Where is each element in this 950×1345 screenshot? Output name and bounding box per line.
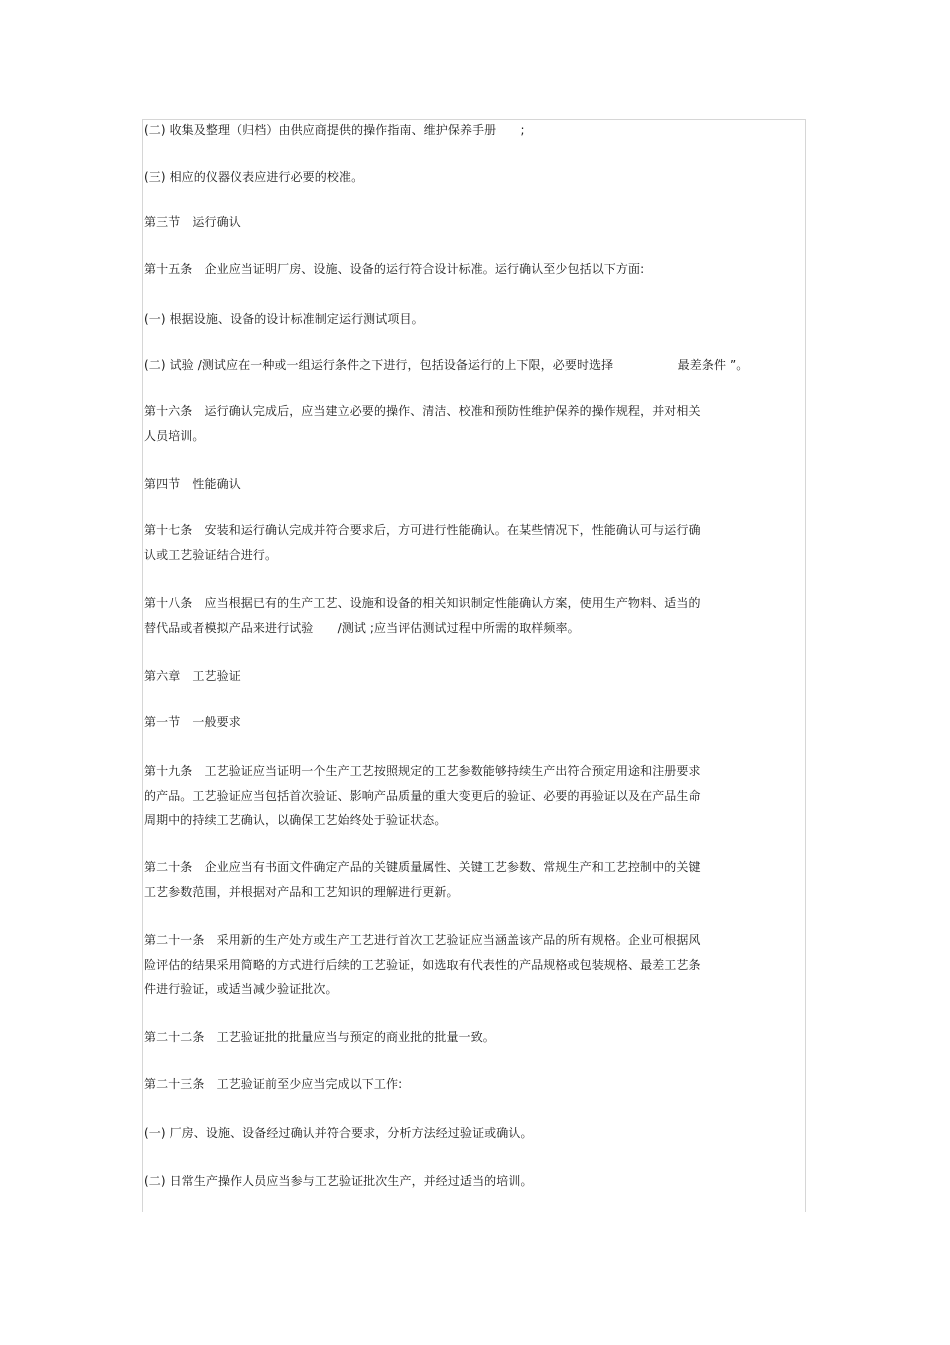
text-line: 认或工艺验证结合进行。 (144, 547, 278, 562)
text-line: (二) 试验 /测试应在一种或一组运行条件之下进行，包括设备运行的上下限，必要时选择 最差条件 ”。 (144, 358, 749, 372)
section-heading-performance-qualification (144, 472, 784, 497)
article-21 (144, 928, 784, 1002)
article-16 (144, 399, 784, 448)
text-line: 第四节 性能确认 (144, 477, 241, 491)
text-line: (二) 收集及整理（归档）由供应商提供的操作指南、维护保养手册 ; (144, 123, 525, 137)
paragraph-instrument-calibration (144, 165, 784, 190)
text-line: (二) 日常生产操作人员应当参与工艺验证批次生产，并经过适当的培训。 (144, 1174, 533, 1188)
text-line: 第二十三条 工艺验证前至少应当完成以下工作: (144, 1077, 403, 1091)
article-18 (144, 591, 784, 640)
paragraph-test-items (144, 307, 784, 332)
text-line: 第二十一条 采用新的生产处方或生产工艺进行首次工艺验证应当涵盖该产品的所有规格。企业可根据风 (144, 933, 701, 947)
text-line: 第三节 运行确认 (144, 215, 241, 229)
text-line: 工艺参数范围，并根据对产品和工艺知识的理解进行更新。 (144, 884, 459, 899)
article-19 (144, 759, 784, 833)
text-line: 第十五条 企业应当证明厂房、设施、设备的运行符合设计标准。运行确认至少包括以下方面: (144, 262, 645, 276)
text-line: 替代品或者模拟产品来进行试验 /测试 ;应当评估测试过程中所需的取样频率。 (144, 620, 580, 635)
text-line: 第十六条 运行确认完成后，应当建立必要的操作、清洁、校准和预防性维护保养的操作规程，并对相关 (144, 404, 701, 418)
article-23 (144, 1072, 784, 1097)
text-line: 件进行验证，或适当减少验证批次。 (144, 982, 338, 996)
paragraph-facility-qualified (144, 1121, 784, 1146)
text-line: 的产品。工艺验证应当包括首次验证、影响产品质量的重大变更后的验证、必要的再验证以及在产品生命 (144, 788, 701, 803)
text-line: 周期中的持续工艺确认，以确保工艺始终处于验证状态。 (144, 813, 447, 827)
paragraph-archive-manuals (144, 118, 784, 143)
text-line: 第六章 工艺验证 (144, 669, 241, 683)
text-line: 险评估的结果采用简略的方式进行后续的工艺验证，如选取有代表性的产品规格或包装规格、最差工艺条 (144, 957, 701, 972)
chapter-heading-process-validation (144, 664, 784, 689)
text-line: 人员培训。 (144, 428, 205, 443)
text-line: 第十八条 应当根据已有的生产工艺、设施和设备的相关知识制定性能确认方案，使用生产物料、适当的 (144, 596, 701, 610)
article-15 (144, 257, 784, 282)
article-22 (144, 1025, 784, 1050)
text-line: 第一节 一般要求 (144, 715, 241, 729)
section-heading-operational-qualification (144, 210, 784, 235)
text-line: (一) 根据设施、设备的设计标准制定运行测试项目。 (144, 312, 424, 326)
section-heading-general-requirements (144, 710, 784, 735)
text-line: 第十九条 工艺验证应当证明一个生产工艺按照规定的工艺参数能够持续生产出符合预定用途和注册要求 (144, 764, 701, 778)
text-line: (一) 厂房、设施、设备经过确认并符合要求，分析方法经过验证或确认。 (144, 1126, 533, 1140)
text-line: 第十七条 安装和运行确认完成并符合要求后，方可进行性能确认。在某些情况下，性能确认可与运行确 (144, 523, 701, 537)
paragraph-operator-training (144, 1169, 784, 1194)
paragraph-test-conditions (144, 353, 784, 378)
article-17 (144, 518, 784, 567)
article-20 (144, 855, 784, 904)
text-line: 第二十二条 工艺验证批的批量应当与预定的商业批的批量一致。 (144, 1030, 495, 1044)
text-line: 第二十条 企业应当有书面文件确定产品的关键质量属性、关键工艺参数、常规生产和工艺控制中的关键 (144, 860, 701, 874)
text-line: (三) 相应的仪器仪表应进行必要的校准。 (144, 170, 364, 184)
